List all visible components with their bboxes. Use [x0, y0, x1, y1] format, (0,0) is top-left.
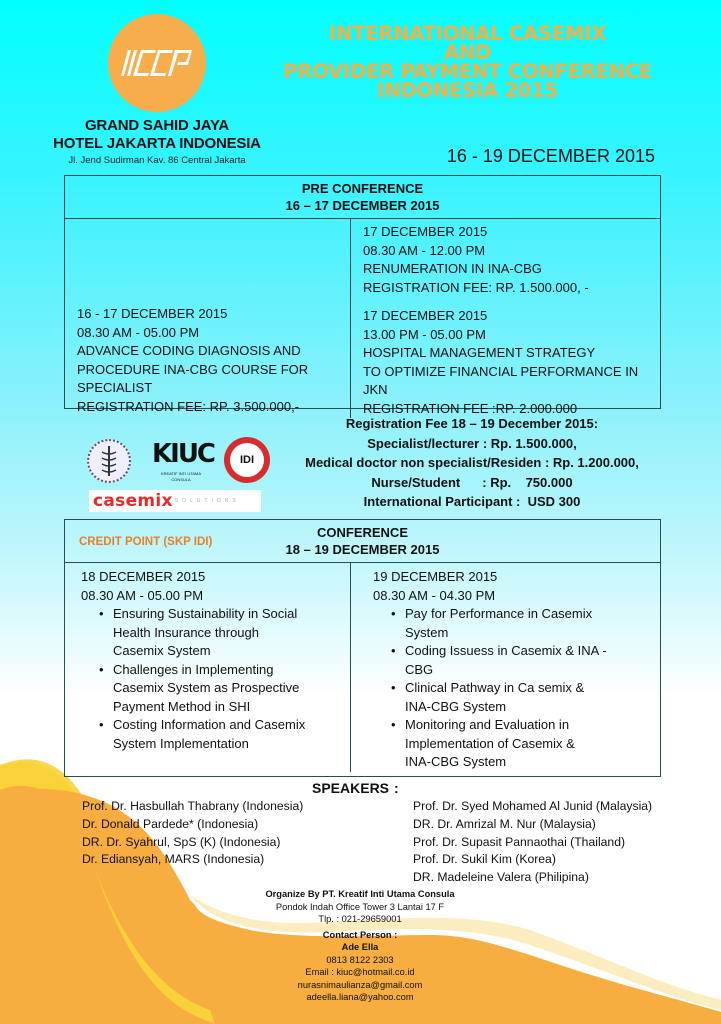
course-line: PROCEDURE INA-CBG COURSE FOR [77, 361, 309, 377]
fee-label: Nurse/Student [371, 474, 461, 490]
course-line: 16 - 17 DECEMBER 2015 [77, 306, 228, 321]
conference-header [65, 520, 660, 563]
contact-email: Email : kiuc@hotmail.co.id [305, 967, 415, 977]
session-time: 13.00 PM - 05.00 PM [363, 326, 486, 342]
conference-dates: 18 – 19 DECEMBER 2015 [285, 542, 440, 557]
speaker-name: Dr. Ediansyah, MARS (Indonesia) [82, 852, 265, 867]
iccp-logo-mark [120, 48, 194, 78]
event-dates: 16 - 19 DECEMBER 2015 [446, 146, 655, 166]
topic-item: • Ensuring Sustainability in Social Health Insurance through Casemix System [99, 605, 350, 661]
contact-phone: 0813 8122 2303 [326, 954, 394, 965]
pre-conference-heading: PRE CONFERENCE [301, 181, 424, 196]
speaker-name: Prof. Dr. Supasit Pannaothai (Thailand) [413, 834, 626, 849]
kiuc-mark: KIUC [152, 439, 215, 469]
organizer-address: Pondok Indah Office Tower 3 Lantai 17 F [275, 901, 445, 912]
topic-item: • Monitoring and Evaluation in Implementation of Casemix & INA-CBG System [391, 716, 660, 772]
conference-title [260, 24, 675, 100]
pre-conference-sessions [351, 219, 660, 418]
casemix-subtitle: SOLUTIONS [174, 498, 240, 504]
fees-heading: Registration Fee 18 – 19 December 2015: [345, 416, 599, 431]
title-line: INTERNATIONAL CASEMIX [328, 22, 607, 45]
fee-row: International Participant : USD 300 [363, 494, 581, 509]
day-date: 18 DECEMBER 2015 [81, 569, 206, 584]
casemix-solutions-logo [89, 490, 261, 512]
session-date: 17 DECEMBER 2015 [363, 224, 488, 239]
association-seal-logo [87, 439, 131, 483]
session-date: 17 DECEMBER 2015 [363, 308, 488, 323]
conference-day1 [65, 563, 351, 772]
topic-item: • Pay for Performance in Casemix System [391, 605, 660, 642]
title-line: PROVIDER PAYMENT CONFERENCE [283, 60, 652, 83]
topic-item: • Clinical Pathway in Ca semix & INA-CBG System [391, 679, 660, 716]
speaker-name: Dr. Donald Pardede* (Indonesia) [82, 816, 259, 831]
credit-point-label: CREDIT POINT (SKP IDI) [79, 536, 213, 548]
kiuc-logo [152, 437, 215, 483]
conference-table [64, 519, 661, 777]
speaker-name: Prof. Dr. Sukil Kim (Korea) [413, 852, 556, 867]
venue-name-line1: GRAND SAHID JAYA [84, 117, 230, 134]
day-date: 19 DECEMBER 2015 [373, 569, 498, 584]
topic-list [391, 605, 660, 772]
session-topic: HOSPITAL MANAGEMENT STRATEGY [363, 345, 596, 360]
venue-block [40, 117, 274, 168]
organizer-contact [190, 888, 530, 1004]
topic-item: • Challenges in Implementing Casemix System as Prospective Payment Method in SHI [99, 661, 350, 717]
pre-conference-dates: 16 – 17 DECEMBER 2015 [285, 198, 440, 213]
idi-mark: IDI [230, 443, 264, 477]
pre-conference-table [64, 175, 661, 416]
course-fee: REGISTRATION FEE: RP. 3.500.000,- [77, 398, 300, 414]
course-line: SPECIALIST [77, 380, 153, 395]
casemix-mark: casemix [93, 491, 173, 511]
day-time: 08.30 AM - 04.30 PM [373, 587, 496, 603]
speakers-list-left [82, 798, 303, 869]
kiuc-subtitle: KREATIF INTI UTAMA CONSULA [160, 471, 202, 482]
day-time: 08.30 AM - 05.00 PM [81, 587, 204, 603]
course-line: 08.30 AM - 05.00 PM [77, 324, 200, 340]
contact-name: Ade Ella [341, 942, 379, 952]
conference-day2 [351, 563, 660, 772]
speakers-list-right [413, 798, 652, 887]
session-fee: REGISTRATION FEE :RP. 2.000.000 [363, 400, 578, 416]
session-topic: RENUMERATION IN INA-CBG [363, 261, 542, 276]
venue-address: Jl. Jend Sudirman Kav. 86 Central Jakarta [68, 155, 246, 166]
organizer-phone: Tlp. : 021-29659001 [318, 914, 402, 924]
venue-name-line2: HOTEL JAKARTA INDONESIA [53, 135, 261, 152]
session-time: 08.30 AM - 12.00 PM [363, 242, 486, 258]
pre-conference-course [65, 219, 351, 418]
speaker-name: DR. Madeleine Valera (Philipina) [413, 870, 589, 885]
speakers-heading: SPEAKERS [312, 780, 390, 796]
course-line: ADVANCE CODING DIAGNOSIS AND [77, 343, 301, 358]
idi-logo [224, 437, 270, 483]
speaker-name: Prof. Dr. Hasbullah Thabrany (Indonesia) [82, 799, 304, 813]
speaker-name: Prof. Dr. Syed Mohamed Al Junid (Malaysia) [413, 799, 653, 813]
conference-heading: CONFERENCE [316, 525, 408, 540]
pre-conference-header [65, 176, 660, 219]
fee-row: Specialist/lecturer : Rp. 1.500.000, [367, 435, 577, 451]
topic-item: • Coding Issuess in Casemix & INA - CBG [391, 642, 660, 679]
fee-row: Medical doctor non specialist/Residen : Rp. 1.200.000, [305, 455, 639, 470]
session-topic: TO OPTIMIZE FINANCIAL PERFORMANCE IN JKN [363, 363, 639, 397]
organizer-name: Organize By PT. Kreatif Inti Utama Consula [265, 889, 455, 899]
speaker-name: DR. Dr. Syahrul, SpS (K) (Indonesia) [82, 834, 281, 849]
speakers-colon: : [394, 780, 399, 796]
registration-fees [282, 414, 662, 512]
topic-item: • Costing Information and Casemix System Implementation [99, 716, 350, 753]
title-line: INDONESIA 2015 [377, 79, 558, 102]
contact-label: Contact Person : [322, 929, 398, 940]
speaker-name: DR. Dr. Amrizal M. Nur (Malaysia) [413, 816, 596, 831]
session-fee: REGISTRATION FEE: RP. 1.500.000, - [363, 279, 589, 295]
fee-value: : Rp. 750.000 [482, 474, 573, 490]
contact-email: nurasnimaulianza@gmail.com [297, 979, 423, 990]
caduceus-icon [96, 444, 122, 478]
fee-row-nurse [282, 473, 662, 493]
title-line: AND [444, 41, 491, 64]
topic-list [99, 605, 350, 753]
sponsor-logos [84, 433, 274, 513]
iccp-logo [108, 14, 206, 112]
contact-email: adeella.liana@yahoo.com [306, 992, 414, 1002]
